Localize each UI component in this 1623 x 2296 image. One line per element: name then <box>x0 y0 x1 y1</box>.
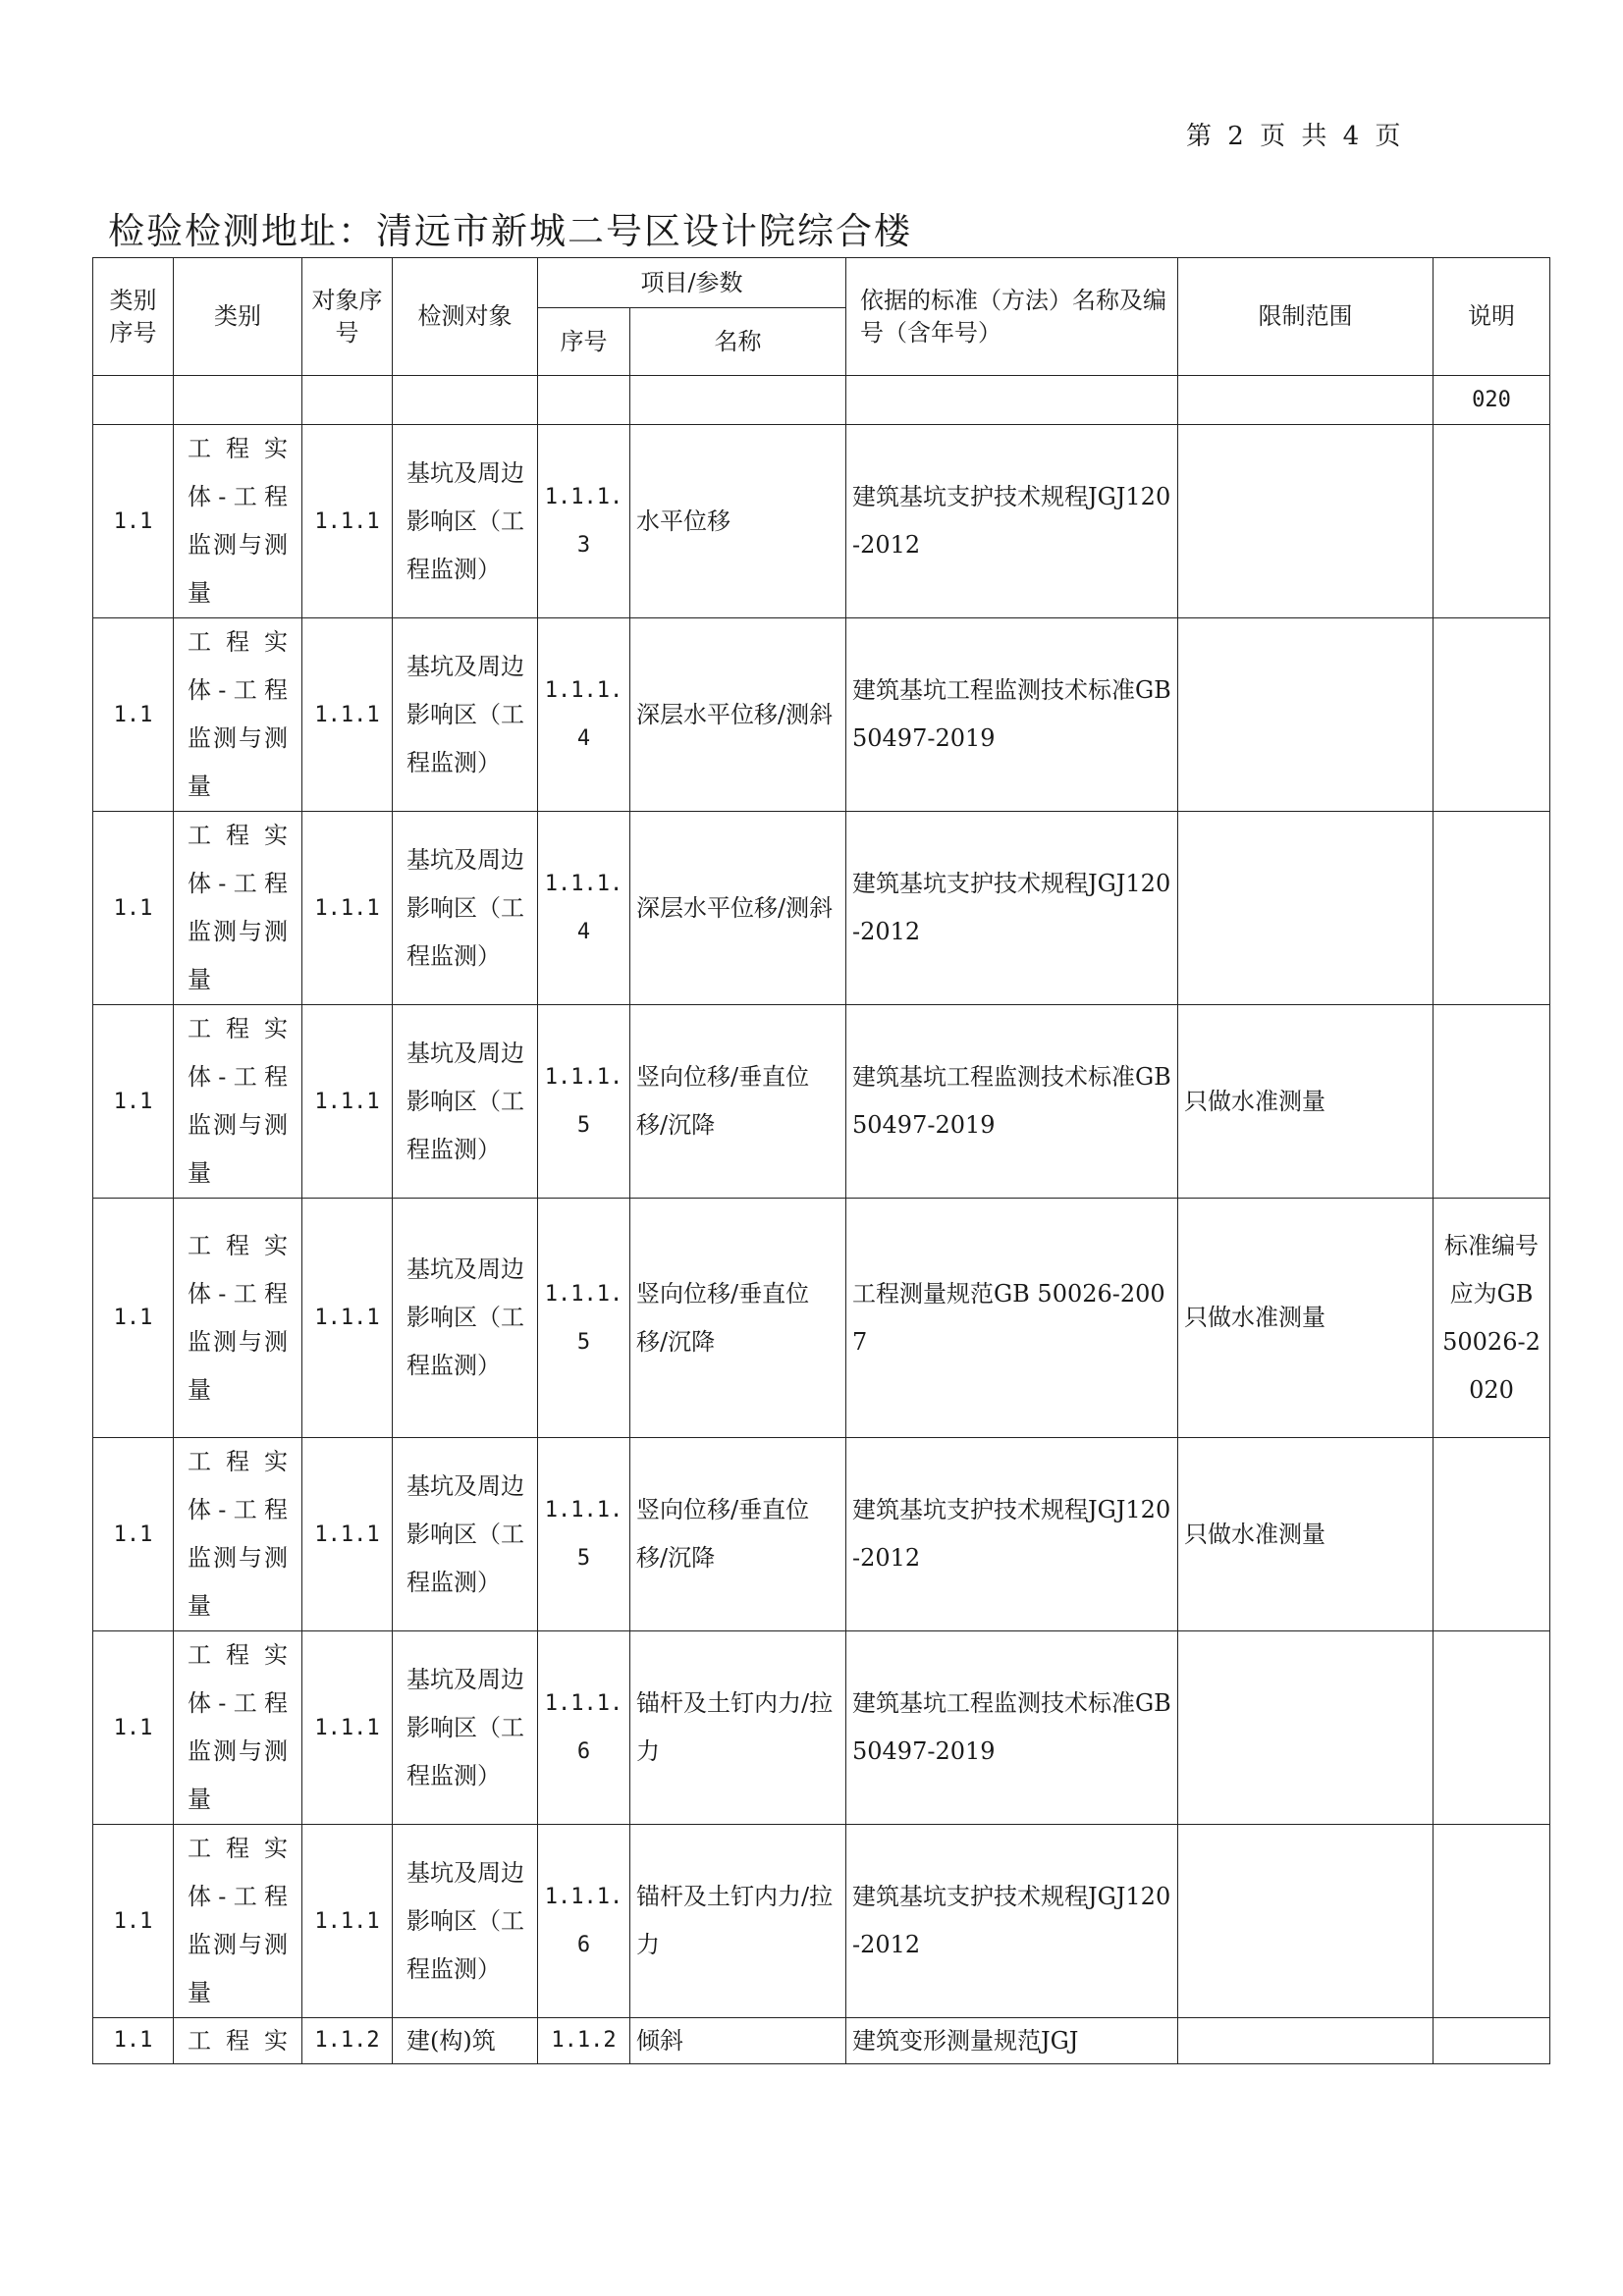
item-no-cell: 1.1.1.6 <box>538 1825 630 2018</box>
category-cell: 工程实体-工程监测与测量 <box>174 1825 302 2018</box>
obj-no-cell: 1.1.1 <box>302 1005 393 1199</box>
item-name-cell: 倾斜 <box>630 2018 846 2064</box>
cat-no-cell: 1.1 <box>93 1825 174 2018</box>
table-row <box>93 1438 1550 1631</box>
object-cell: 基坑及周边影响区（工程监测） <box>393 1005 538 1199</box>
standard-cell: 建筑基坑工程监测技术标准GB50497-2019 <box>846 1631 1178 1825</box>
header-limit: 限制范围 <box>1178 258 1434 376</box>
header-object: 检测对象 <box>393 258 538 376</box>
category-cell: 工程实体-工程监测与测量 <box>174 425 302 618</box>
obj-no-cell: 1.1.2 <box>302 2018 393 2064</box>
table-row <box>93 1199 1550 1438</box>
cat-no-cell: 1.1 <box>93 1005 174 1199</box>
standard-cell: 建筑基坑工程监测技术标准GB50497-2019 <box>846 618 1178 812</box>
cat-no-cell: 1.1 <box>93 1199 174 1438</box>
standard-cell: 建筑基坑工程监测技术标准GB50497-2019 <box>846 1005 1178 1199</box>
cat-no-cell: 1.1 <box>93 618 174 812</box>
header-item-name: 名称 <box>630 308 846 376</box>
table-row <box>93 2018 1550 2064</box>
cat-no-cell: 1.1 <box>93 1631 174 1825</box>
first-row-note: 020 <box>1434 376 1550 425</box>
header-item-group: 项目/参数 <box>538 258 846 308</box>
table-row <box>93 425 1550 618</box>
obj-no-cell: 1.1.1 <box>302 425 393 618</box>
standard-cell: 建筑变形测量规范JGJ <box>846 2018 1178 2064</box>
note-cell <box>1434 618 1550 812</box>
object-cell: 基坑及周边影响区（工程监测） <box>393 618 538 812</box>
item-no-cell: 1.1.1.5 <box>538 1005 630 1199</box>
item-no-cell: 1.1.1.5 <box>538 1199 630 1438</box>
note-cell: 标准编号应为GB 50026-2020 <box>1434 1199 1550 1438</box>
header-standard: 依据的标准（方法）名称及编号（含年号） <box>846 258 1178 376</box>
object-cell: 基坑及周边影响区（工程监测） <box>393 1825 538 2018</box>
header-note: 说明 <box>1434 258 1550 376</box>
object-cell: 基坑及周边影响区（工程监测） <box>393 1631 538 1825</box>
item-name-cell: 锚杆及土钉内力/拉力 <box>630 1631 846 1825</box>
object-cell: 基坑及周边影响区（工程监测） <box>393 812 538 1005</box>
item-name-cell: 深层水平位移/测斜 <box>630 812 846 1005</box>
note-cell <box>1434 812 1550 1005</box>
item-no-cell: 1.1.2 <box>538 2018 630 2064</box>
obj-no-cell: 1.1.1 <box>302 1825 393 2018</box>
cat-no-cell: 1.1 <box>93 1438 174 1631</box>
header-cat-no: 类别序号 <box>93 258 174 376</box>
item-no-cell: 1.1.1.6 <box>538 1631 630 1825</box>
table-row <box>93 376 1550 425</box>
header-item-no: 序号 <box>538 308 630 376</box>
item-name-cell: 竖向位移/垂直位移/沉降 <box>630 1005 846 1199</box>
table-row <box>93 812 1550 1005</box>
item-name-cell: 锚杆及土钉内力/拉力 <box>630 1825 846 2018</box>
obj-no-cell: 1.1.1 <box>302 1199 393 1438</box>
table-row <box>93 1005 1550 1199</box>
table-row <box>93 1825 1550 2018</box>
limit-cell <box>1178 1825 1434 2018</box>
obj-no-cell: 1.1.1 <box>302 618 393 812</box>
table-row <box>93 1631 1550 1825</box>
scope-table <box>92 257 1550 2064</box>
limit-cell <box>1178 618 1434 812</box>
limit-cell <box>1178 2018 1434 2064</box>
header-category: 类别 <box>174 258 302 376</box>
category-cell: 工程实体-工程监测与测量 <box>174 812 302 1005</box>
category-cell: 工程实体-工程监测与测量 <box>174 1199 302 1438</box>
page-number: 第 2 页 共 4 页 <box>1186 122 1405 151</box>
category-cell: 工程实 <box>174 2018 302 2064</box>
object-cell: 基坑及周边影响区（工程监测） <box>393 1438 538 1631</box>
item-name-cell: 水平位移 <box>630 425 846 618</box>
object-cell: 基坑及周边影响区（工程监测） <box>393 425 538 618</box>
limit-cell <box>1178 812 1434 1005</box>
note-cell <box>1434 2018 1550 2064</box>
standard-cell: 建筑基坑支护技术规程JGJ120-2012 <box>846 812 1178 1005</box>
standard-cell: 建筑基坑支护技术规程JGJ120-2012 <box>846 425 1178 618</box>
item-no-cell: 1.1.1.4 <box>538 812 630 1005</box>
category-cell: 工程实体-工程监测与测量 <box>174 1005 302 1199</box>
table-row <box>93 618 1550 812</box>
category-cell: 工程实体-工程监测与测量 <box>174 1438 302 1631</box>
limit-cell: 只做水准测量 <box>1178 1199 1434 1438</box>
item-name-cell: 竖向位移/垂直位移/沉降 <box>630 1199 846 1438</box>
cat-no-cell: 1.1 <box>93 425 174 618</box>
standard-cell: 建筑基坑支护技术规程JGJ120-2012 <box>846 1825 1178 2018</box>
object-cell: 建(构)筑 <box>393 2018 538 2064</box>
note-cell <box>1434 1825 1550 2018</box>
obj-no-cell: 1.1.1 <box>302 812 393 1005</box>
item-no-cell: 1.1.1.4 <box>538 618 630 812</box>
cat-no-cell: 1.1 <box>93 812 174 1005</box>
standard-cell: 建筑基坑支护技术规程JGJ120-2012 <box>846 1438 1178 1631</box>
standard-cell: 工程测量规范GB 50026-2007 <box>846 1199 1178 1438</box>
obj-no-cell: 1.1.1 <box>302 1631 393 1825</box>
item-name-cell: 深层水平位移/测斜 <box>630 618 846 812</box>
note-cell <box>1434 425 1550 618</box>
limit-cell: 只做水准测量 <box>1178 1438 1434 1631</box>
item-no-cell: 1.1.1.3 <box>538 425 630 618</box>
header-obj-no: 对象序号 <box>302 258 393 376</box>
limit-cell: 只做水准测量 <box>1178 1005 1434 1199</box>
limit-cell <box>1178 425 1434 618</box>
limit-cell <box>1178 1631 1434 1825</box>
item-name-cell: 竖向位移/垂直位移/沉降 <box>630 1438 846 1631</box>
page-title: 检验检测地址：清远市新城二号区设计院综合楼 <box>108 210 912 252</box>
category-cell: 工程实体-工程监测与测量 <box>174 1631 302 1825</box>
category-cell: 工程实体-工程监测与测量 <box>174 618 302 812</box>
note-cell <box>1434 1631 1550 1825</box>
obj-no-cell: 1.1.1 <box>302 1438 393 1631</box>
cat-no-cell: 1.1 <box>93 2018 174 2064</box>
note-cell <box>1434 1005 1550 1199</box>
item-no-cell: 1.1.1.5 <box>538 1438 630 1631</box>
note-cell <box>1434 1438 1550 1631</box>
object-cell: 基坑及周边影响区（工程监测） <box>393 1199 538 1438</box>
